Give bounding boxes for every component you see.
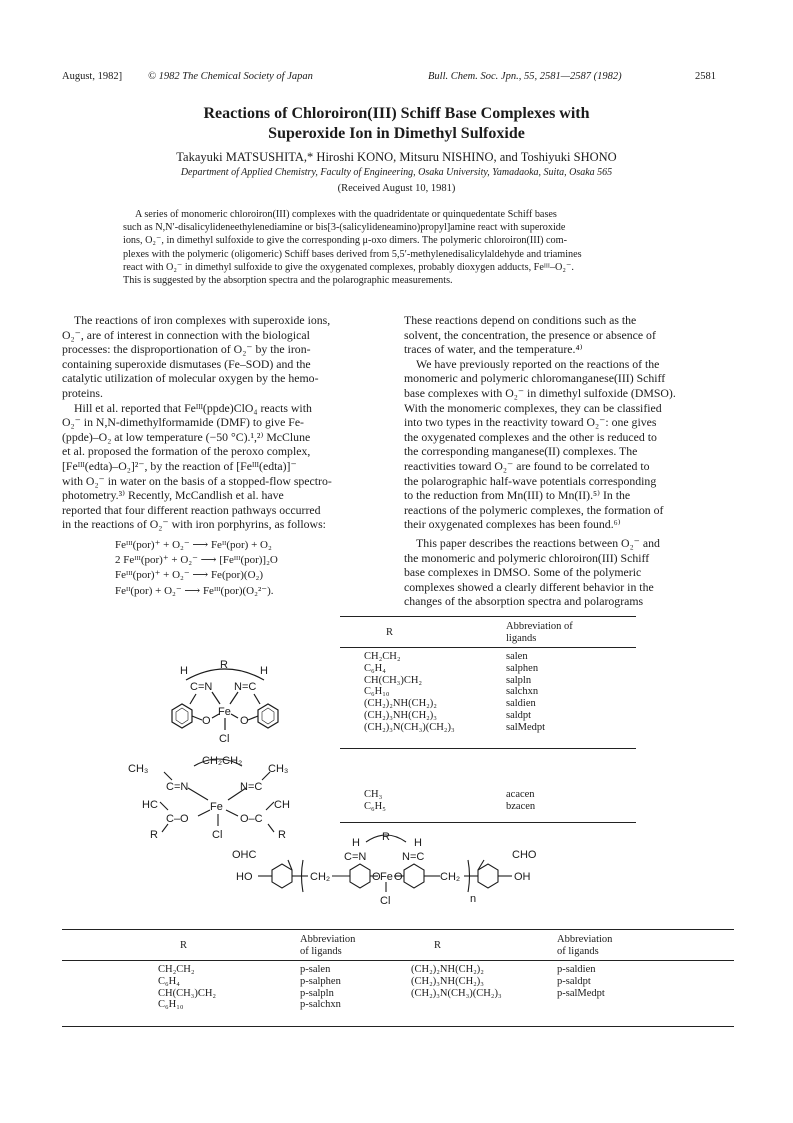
table-cell: (CH₂)₃N(CH₃)(CH₂)₃ [364, 721, 455, 733]
abstract-line: such as N,N′-disalicylideneethylenediamine or bis[3-(salicylideneamino)propyl]amine react with superoxide [123, 222, 566, 234]
body-line: the polarographic half-wave potentials corresponding [404, 473, 657, 488]
equation: 2 Feᴵᴵᴵ(por)⁺ + O₂⁻ ⟶ [Feᴵᴵᴵ(por)]₂O [115, 554, 278, 567]
struct-label: Fe [380, 871, 393, 883]
table-rule [62, 1026, 734, 1027]
table-cell: p-salMedpt [557, 987, 605, 999]
header-copyright: © 1982 The Chemical Society of Japan [148, 71, 313, 82]
body-line: These reactions depend on conditions such as the [404, 313, 637, 327]
struct-label: C=N [344, 851, 367, 863]
table3-right-r-column [411, 964, 502, 999]
table-cell: CH₂CH₂ [364, 651, 401, 662]
table3-left-r-column [158, 964, 216, 1011]
struct-label: Cl [212, 829, 223, 841]
body-left-column [62, 313, 387, 532]
header-line: Abbreviation [300, 934, 356, 945]
table-cell: p-salpln [300, 987, 334, 999]
equation: Feᴵᴵᴵ(por)⁺ + O₂⁻ ⟶ Feᴵᴵ(por) + O₂ [115, 539, 272, 551]
header-line: Abbreviation [557, 934, 613, 945]
table-cell: salchxn [506, 686, 539, 698]
table-cell: (CH₂)₂NH(CH₂)₂ [411, 964, 484, 975]
struct-label: Fe [210, 801, 223, 813]
struct-label: Fe [218, 706, 231, 718]
abstract-line: ions, O₂⁻, in dimethyl sulfoxide to give the corresponding μ-oxo dimers. The polymeric chloroiron(III) com- [123, 235, 567, 247]
table-rule [340, 822, 636, 823]
struct-label: CHO [512, 849, 537, 861]
table-cell: CH₃ [364, 789, 383, 800]
table-rule [340, 748, 636, 749]
struct-label: Cl [219, 733, 230, 745]
table-cell: saldpt [506, 709, 532, 721]
struct-label: C–O [166, 813, 189, 825]
received-date: (Received August 10, 1981) [337, 183, 456, 194]
struct-label: C=N [166, 781, 189, 793]
table-cell: p-salchxn [300, 999, 341, 1011]
table-cell: C₆H₁₀ [364, 686, 390, 698]
table-cell: p-salen [300, 964, 331, 975]
body-line: reported that four different reaction pathways occurred [62, 502, 321, 517]
structure-acacen [128, 752, 308, 842]
table1-header-abbr [506, 621, 573, 645]
body-line: proteins. [62, 385, 103, 400]
struct-label: OHC [232, 849, 257, 861]
body-line: their oxygenated complexes has been found.⁶⁾ [404, 517, 621, 532]
body-line: with O₂⁻ in water on the basis of a stopped-flow spectro- [62, 473, 332, 488]
table-rule [62, 960, 734, 961]
table-cell: (CH₂)₃N(CH₃)(CH₂)₃ [411, 987, 502, 999]
table-rule [340, 647, 636, 648]
body-line: base complexes with O₂⁻ in dimethyl sulfoxide (DMSO). [404, 385, 676, 400]
struct-label: H [180, 665, 188, 677]
author-list: Takayuki MATSUSHITA,* Hiroshi KONO, Mitsuru NISHINO, and Toshiyuki SHONO [176, 150, 617, 164]
struct-label: CH [274, 799, 290, 811]
body-line: solvent, the concentration, the presence or absence of [404, 327, 656, 342]
header-line: ligands [506, 632, 537, 644]
body-line: changes of the absorption spectra and polarograms [404, 594, 644, 609]
table3-header-abbr-right [557, 934, 612, 958]
body-line: the corresponding manganese(II) complexes. The [404, 444, 638, 459]
header-page-number: 2581 [695, 71, 716, 82]
table-cell: (CH₂)₃NH(CH₂)₃ [364, 709, 437, 721]
body-line: reactions of the polymeric complexes, the formation of [404, 502, 664, 517]
table3-header-r-right: R [434, 940, 442, 951]
struct-label: O–C [240, 813, 263, 825]
table-cell: p-saldien [557, 964, 596, 975]
table-cell: p-saldpt [557, 975, 591, 987]
struct-label: O [202, 715, 211, 727]
struct-label: HO [236, 871, 253, 883]
table-cell: saldien [506, 698, 536, 710]
body-line: [Feᴵᴵᴵ(edta)–O₂]²⁻, by the reaction of [Feᴵᴵᴵ(edta)]⁻ [62, 458, 297, 473]
struct-label: CH₃ [128, 763, 149, 775]
body-right-column-continued [404, 536, 734, 609]
structure-polymeric [228, 830, 558, 920]
table3-right-abbr-column [557, 964, 605, 999]
body-line: We have previously reported on the reactions of the [416, 356, 660, 371]
table-cell: bzacen [506, 800, 536, 812]
table-cell: (CH₂)₃NH(CH₂)₃ [411, 975, 484, 987]
table-cell: salpln [506, 674, 532, 686]
table-rule [340, 616, 636, 617]
body-line: containing superoxide dismutases (Fe–SOD) and the [62, 356, 311, 371]
table1-abbr-column [506, 651, 545, 734]
body-line: into two types in the reactivity toward O₂⁻: one gives [404, 415, 657, 430]
table-cell: salphen [506, 662, 539, 674]
struct-label: CH₃ [268, 763, 289, 775]
body-line: base complexes in DMSO. Some of the polymeric [404, 565, 642, 580]
reaction-equations [115, 538, 385, 599]
table2-abbr-column [506, 789, 535, 813]
struct-label: C=N [190, 681, 213, 693]
table-cell: C₆H₅ [364, 800, 386, 812]
body-line: (ppde)–O₂ at low temperature (−50 °C).¹,²⁾ McClune [62, 429, 311, 444]
body-line: Hill et al. reported that Feᴵᴵᴵ(ppde)ClO₄ reacts with [74, 400, 312, 415]
affiliation: Department of Applied Chemistry, Faculty of Engineering, Osaka University, Yamadaoka, Suita, Osaka 565 [180, 167, 613, 178]
table-cell: C₆H₄ [158, 975, 180, 987]
article-title [0, 104, 793, 144]
table2-r-column [364, 789, 386, 813]
header-citation: Bull. Chem. Soc. Jpn., 55, 2581—2587 (1982) [428, 71, 622, 82]
table-cell: CH(CH₃)CH₂ [158, 987, 217, 999]
equation: Feᴵᴵ(por) + O₂⁻ ⟶ Feᴵᴵᴵ(por)(O₂²⁻). [115, 584, 274, 597]
table3-header-abbr-left [300, 934, 355, 958]
table-cell: CH(CH₃)CH₂ [364, 674, 423, 686]
body-line: et al. proposed the formation of the peroxo complex, [62, 444, 311, 459]
struct-label: CH₂CH₂ [202, 755, 243, 767]
title-line: Superoxide Ion in Dimethyl Sulfoxide [268, 125, 525, 142]
table-cell: CH₂CH₂ [158, 964, 195, 975]
title-line: Reactions of Chloroiron(III) Schiff Base Complexes with [203, 105, 590, 122]
body-line: to the reduction from Mn(III) to Mn(II).⁵⁾ In the [404, 488, 631, 503]
body-line: reactivities toward O₂⁻ are found to be correlated to [404, 458, 650, 473]
abstract [123, 208, 679, 287]
table1-r-column [364, 651, 455, 734]
body-line: the monomeric and polymeric chloroiron(III) Schiff [404, 550, 650, 565]
body-line: catalytic utilization of molecular oxygen by the hemo- [62, 371, 319, 386]
table-cell: C₆H₁₀ [158, 999, 184, 1011]
abstract-line: This is suggested by the absorption spectra and the polarographic measurements. [123, 274, 453, 286]
header-date: August, 1982] [62, 71, 123, 82]
structure-monomeric-salen [150, 652, 300, 762]
body-line: the oxygenated complexes and the other is reduced to [404, 429, 657, 444]
struct-label: N=C [240, 781, 263, 793]
table-cell: salen [506, 651, 528, 662]
struct-label: CH₂ [440, 871, 461, 883]
struct-label: R [220, 659, 228, 671]
struct-label: R [150, 829, 158, 841]
header-line: of ligands [300, 945, 342, 957]
struct-label: N=C [402, 851, 425, 863]
body-line: traces of water, and the temperature.⁴⁾ [404, 342, 583, 357]
equation: Feᴵᴵᴵ(por)⁺ + O₂⁻ ⟶ Fe(por)(O₂) [115, 569, 264, 582]
body-line: in the reactions of O₂⁻ with iron porphyrins, as follows: [62, 517, 326, 532]
struct-label: HC [142, 799, 158, 811]
struct-label: R [382, 831, 390, 843]
table3-header-r-left: R [180, 940, 188, 951]
struct-label: OH [514, 871, 531, 883]
body-line: O₂⁻, are of interest in connection with the biological [62, 327, 310, 342]
table-cell: p-salphen [300, 975, 341, 987]
header-line: of ligands [557, 945, 599, 957]
body-line: monomeric and polymeric chloromanganese(III) Schiff [404, 371, 666, 386]
body-line: complexes showed a clearly different behavior in the [404, 579, 654, 594]
abstract-line: react with O₂⁻ in dimethyl sulfoxide to give the oxygenated complexes, probably dioxygen adducts, Feᴵᴵᴵ–O₂⁻. [123, 261, 574, 273]
table1-header-r: R [386, 627, 394, 638]
body-line: processes: the disproportionation of O₂⁻ by the iron- [62, 342, 311, 357]
struct-label: O [394, 871, 403, 883]
abstract-line: plexes with the polymeric (oligomeric) Schiff bases derived from 5,5′-methylenedisalicylaldehyde and triamines [123, 248, 582, 260]
table-cell: salMedpt [506, 721, 546, 733]
struct-label: H [260, 665, 268, 677]
table-cell: (CH₂)₂NH(CH₂)₂ [364, 698, 437, 710]
body-line: This paper describes the reactions between O₂⁻ and [416, 536, 660, 550]
struct-label: O [372, 871, 381, 883]
body-line: O₂⁻ in N,N-dimethylformamide (DMF) to give Fe- [62, 415, 304, 430]
struct-label: Cl [380, 895, 391, 907]
struct-label: n [470, 893, 477, 905]
table-cell: acacen [506, 789, 535, 800]
abstract-line: A series of monomeric chloroiron(III) complexes with the quadridentate or quinquedentate Schiff bases [135, 209, 557, 220]
header-line: Abbreviation of [506, 621, 573, 632]
struct-label: N=C [234, 681, 257, 693]
body-line: The reactions of iron complexes with superoxide ions, [74, 313, 331, 327]
body-right-column [404, 313, 734, 532]
table-rule [62, 929, 734, 930]
table3-left-abbr-column [300, 964, 341, 1011]
table-cell: C₆H₄ [364, 662, 386, 674]
body-line: With the monomeric complexes, they can be classified [404, 400, 662, 415]
struct-label: H [414, 837, 422, 849]
body-line: photometry.³⁾ Recently, McCandlish et al. have [62, 488, 284, 503]
struct-label: R [278, 829, 286, 841]
struct-label: H [352, 837, 360, 849]
struct-label: O [240, 715, 249, 727]
struct-label: CH₂ [310, 871, 331, 883]
